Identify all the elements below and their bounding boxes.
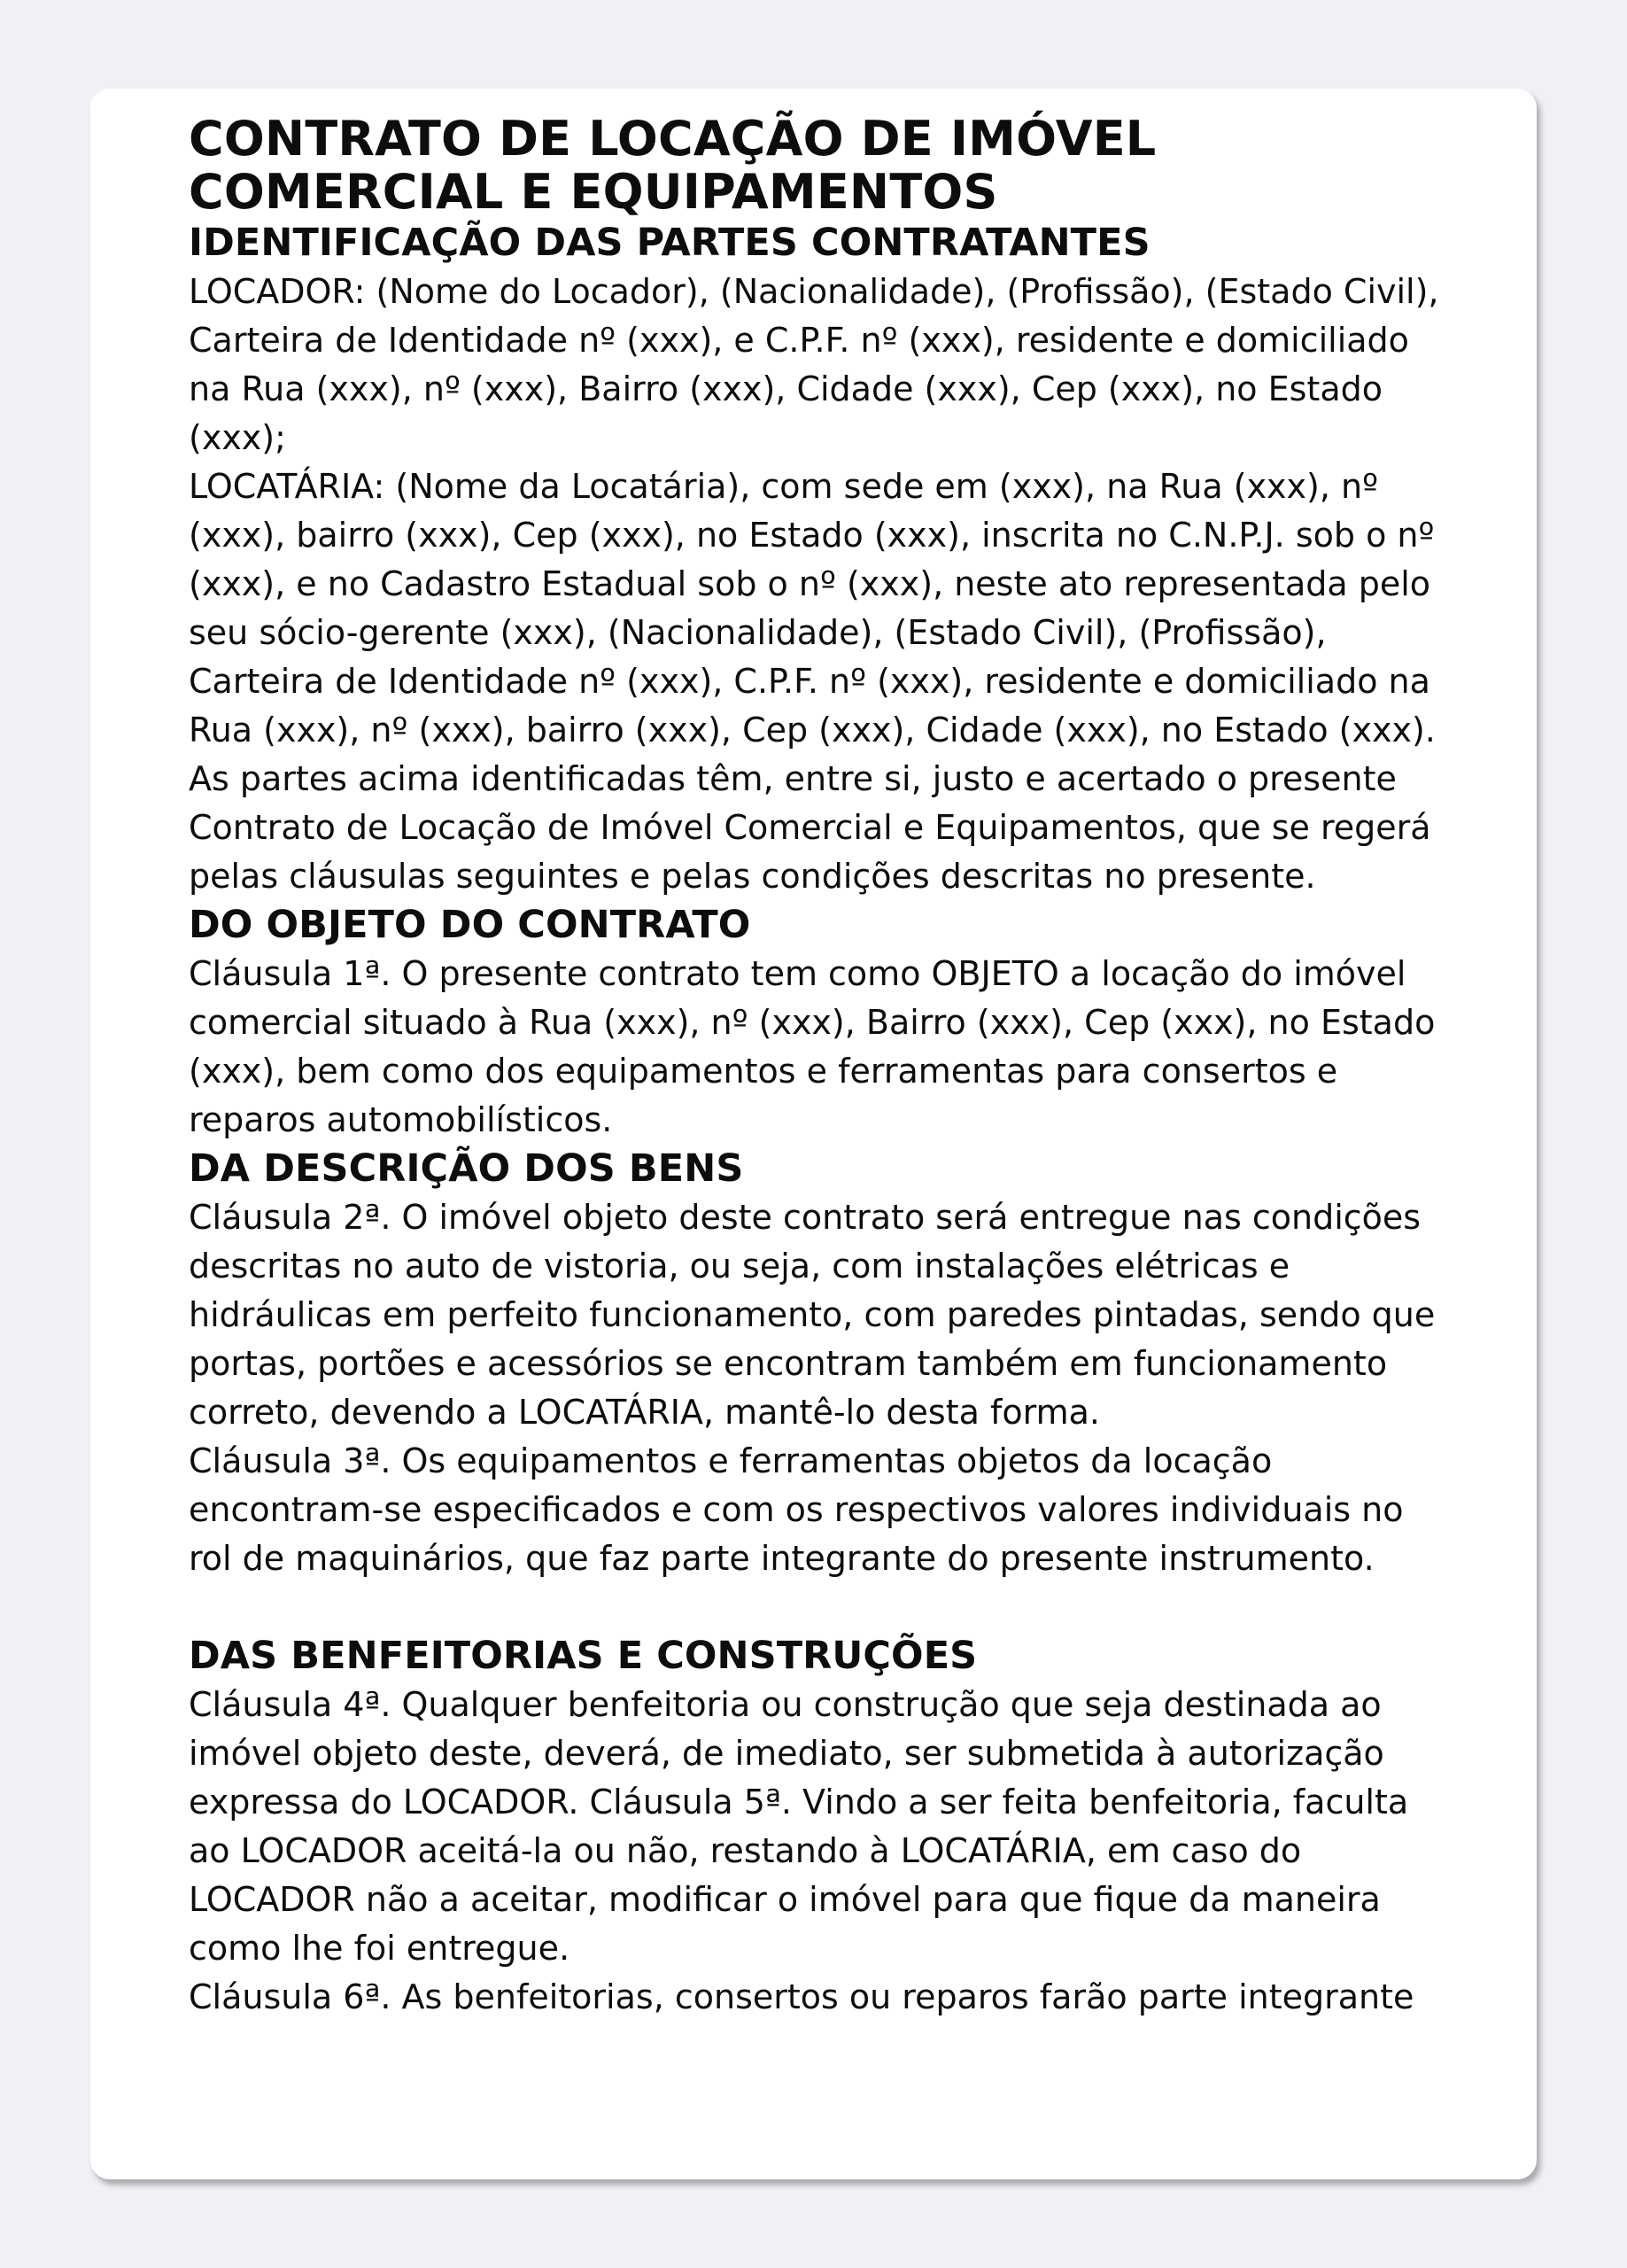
paragraph-clausula-6-truncated: Cláusula 6ª. As benfeitorias, consertos ou reparos farão parte integrante [189,1977,1414,2016]
paragraph-clausula-1: Cláusula 1ª. O presente contrato tem como OBJETO a locação do imóvel comercial situado à Rua (xxx), nº (xxx), Bairro (xxx), Cep (xxx), no Estado (xxx), bem como dos equipamentos e ferramentas para consertos e reparos automobilísticos. [189,954,1436,1139]
paragraph-clausula-2: Cláusula 2ª. O imóvel objeto deste contrato será entregue nas condições descritas no auto de vistoria, ou seja, com instalações elétricas e hidráulicas em perfeito funcionamento, com paredes pintadas, sendo que portas, portões e acessórios se encontram também em funcionamento correto, devendo a LOCATÁRIA, mantê-lo desta forma. [189,1198,1436,1432]
document-body [189,113,1446,2022]
paragraph-clausula-4-e-5: Cláusula 4ª. Qualquer benfeitoria ou construção que seja destinada ao imóvel objeto deste, deverá, de imediato, ser submetida à autorização expressa do LOCADOR. Cláusula 5ª. Vindo a ser feita benfeitoria, faculta ao LOCADOR aceitá-la ou não, restando à LOCATÁRIA, em caso do LOCADOR não a aceitar, modificar o imóvel para que fique da maneira como lhe foi entregue. [189,1685,1409,1968]
heading-da-descricao-dos-bens: DA DESCRIÇÃO DOS BENS [189,1146,744,1191]
document-page-card [90,89,1537,2179]
paragraph-locador: LOCADOR: (Nome do Locador), (Nacionalidade), (Profissão), (Estado Civil), Carteira de Identidade nº (xxx), e C.P.F. nº (xxx), residente e domiciliado na Rua (xxx), nº (xxx), Bairro (xxx), Cidade (xxx), Cep (xxx), no Estado (xxx); [189,272,1439,457]
paragraph-clausula-3: Cláusula 3ª. Os equipamentos e ferramentas objetos da locação encontram-se especificados e com os respectivos valores individuais no rol de maquinários, que faz parte integrante do presente instrumento. [189,1441,1404,1578]
heading-das-benfeitorias-e-construcoes: DAS BENFEITORIAS E CONSTRUÇÕES [189,1634,978,1678]
paragraph-preambulo: As partes acima identificadas têm, entre si, justo e acertado o presente Contrato de Locação de Imóvel Comercial e Equipamentos, que se regerá pelas cláusulas seguintes e pelas condições descritas no presente. [189,759,1431,896]
heading-identificacao-das-partes: IDENTIFICAÇÃO DAS PARTES CONTRATANTES [189,221,1151,265]
document-title-line-1: CONTRATO DE LOCAÇÃO DE IMÓVEL [189,111,1157,167]
heading-do-objeto-do-contrato: DO OBJETO DO CONTRATO [189,903,751,947]
paragraph-spacer [189,1583,1446,1632]
paragraph-locataria: LOCATÁRIA: (Nome da Locatária), com sede em (xxx), na Rua (xxx), nº (xxx), bairro (xxx), Cep (xxx), no Estado (xxx), inscrita no C.N.P.J. sob o nº (xxx), e no Cadastro Estadual sob o nº (xxx), neste ato representada pelo seu sócio-gerente (xxx), (Nacionalidade), (Estado Civil), (Profissão), Carteira de Identidade nº (xxx), C.P.F. nº (xxx), residente e domiciliado na Rua (xxx), nº (xxx), bairro (xxx), Cep (xxx), Cidade (xxx), no Estado (xxx). [189,467,1436,750]
document-title-line-2: COMERCIAL E EQUIPAMENTOS [189,164,998,220]
